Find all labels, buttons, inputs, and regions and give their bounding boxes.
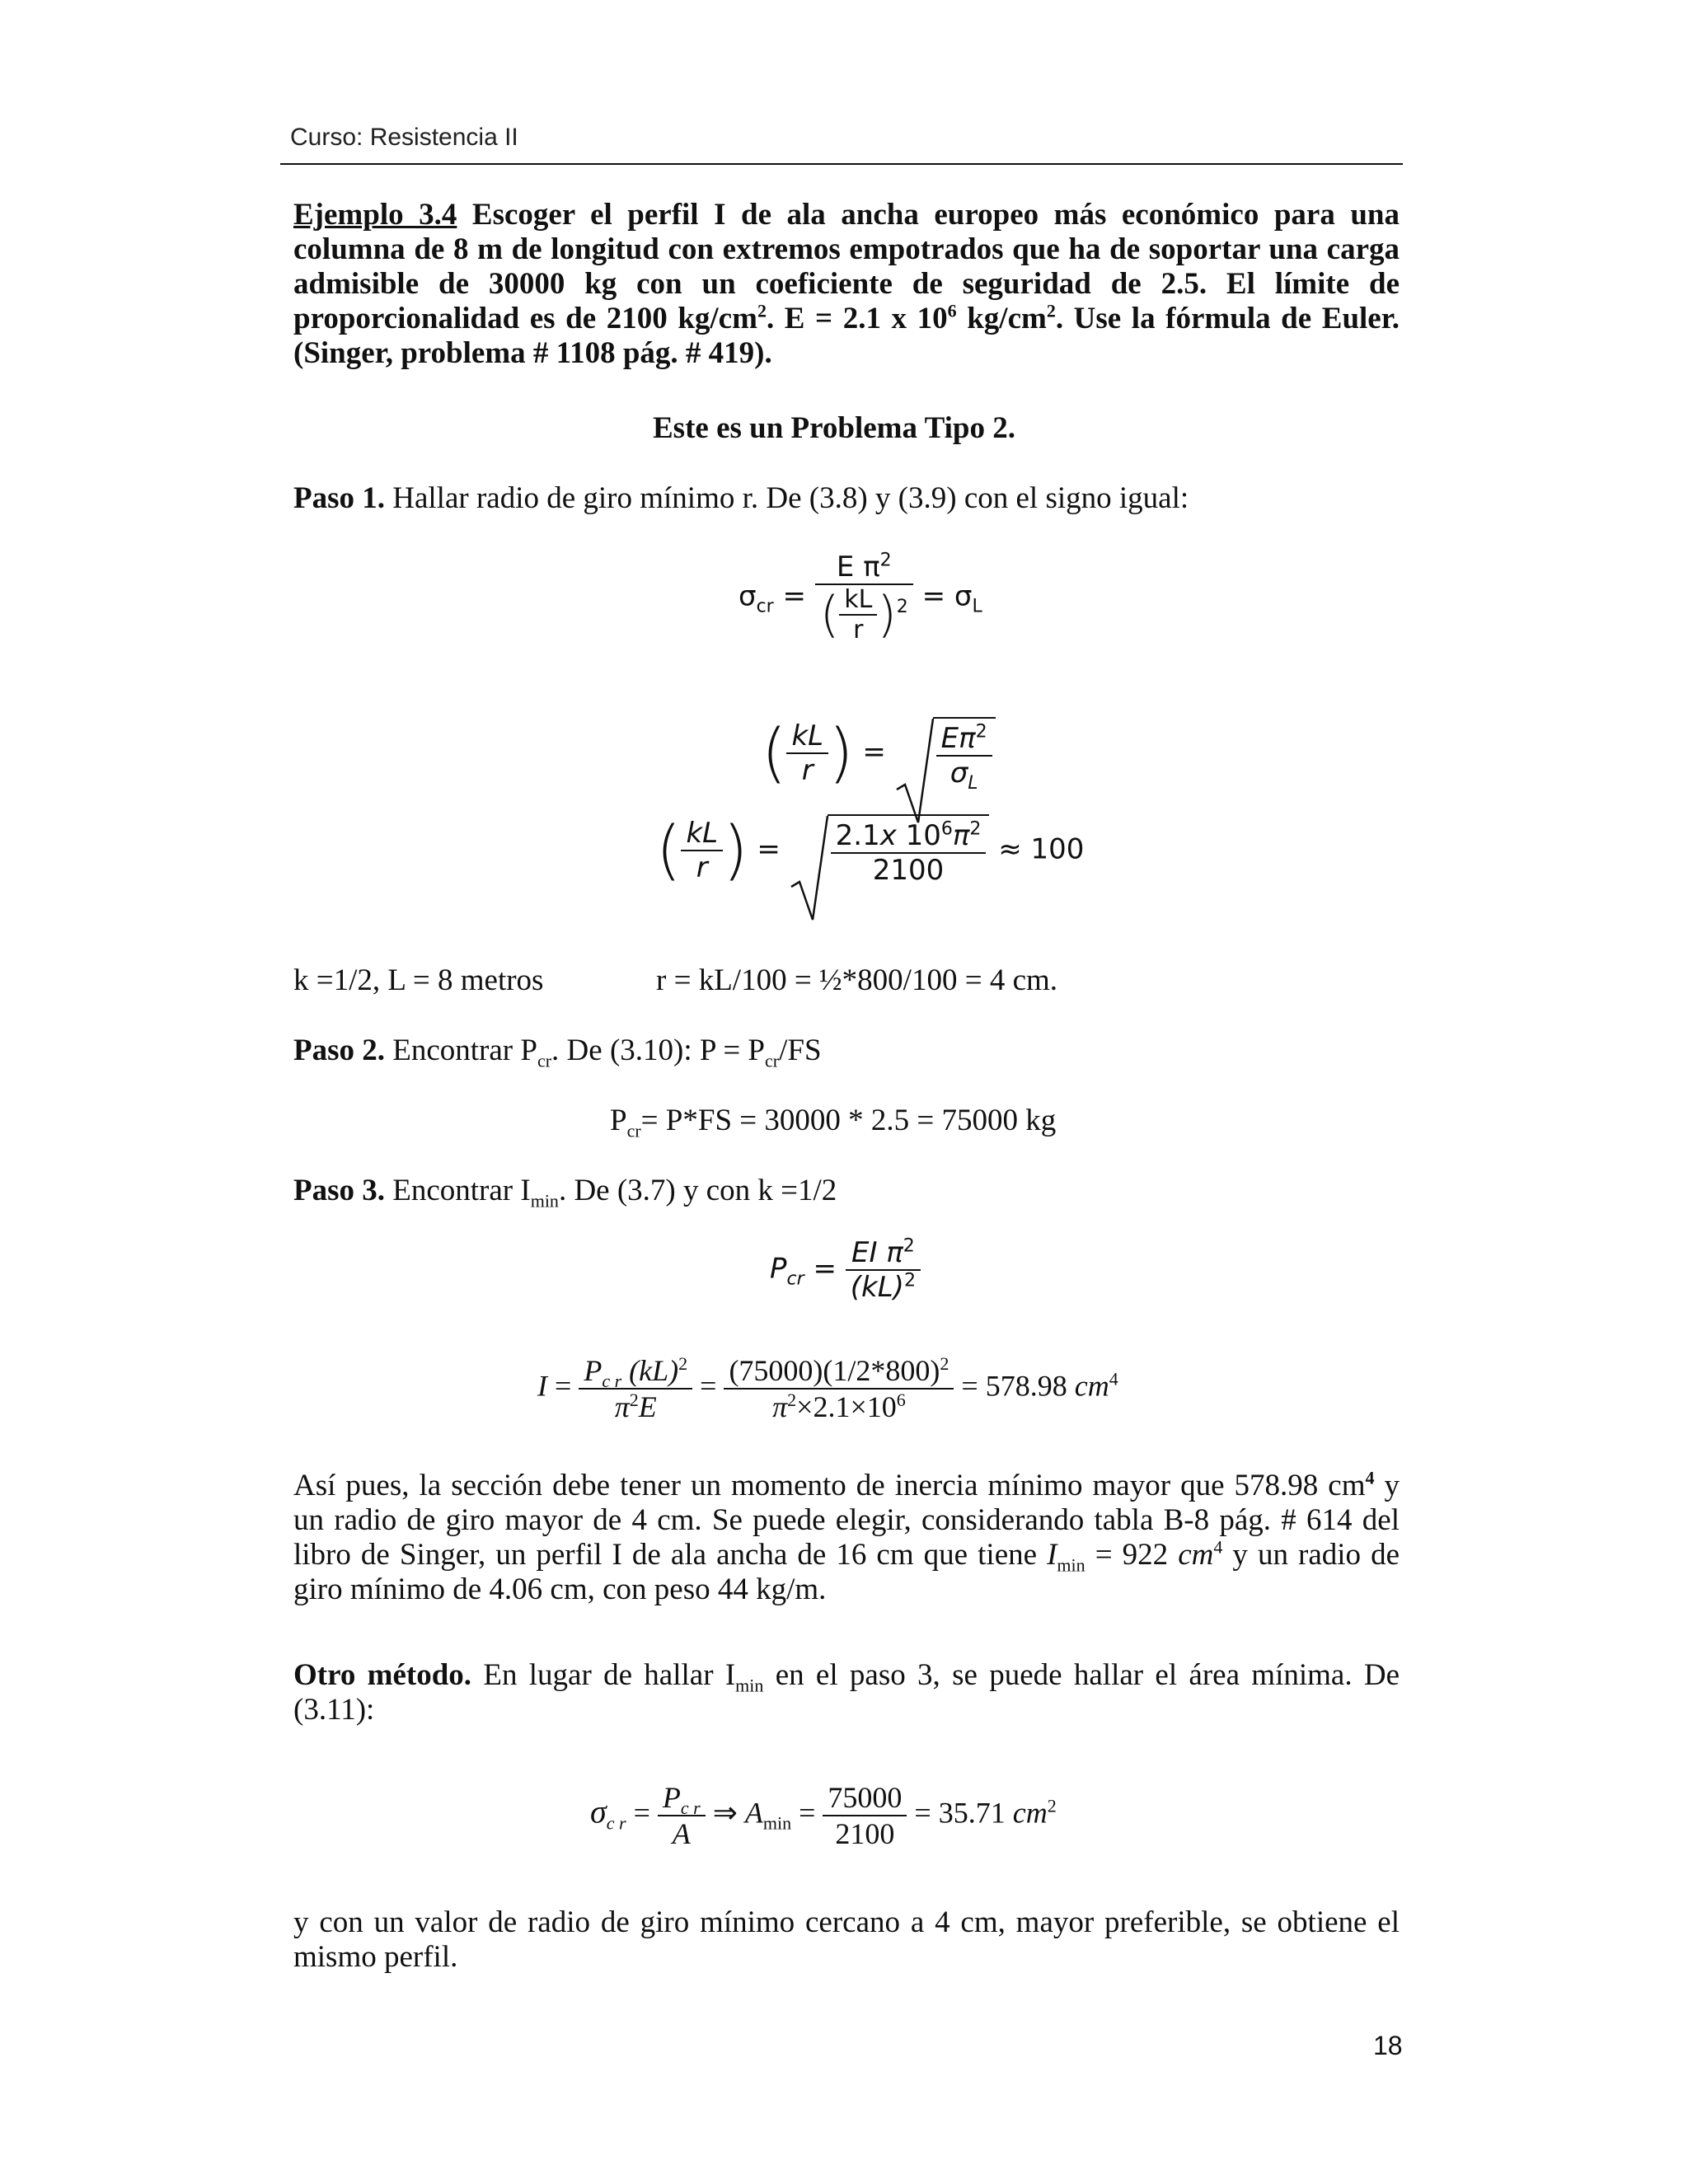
problem-type: Este es un Problema Tipo 2.	[653, 411, 1015, 445]
eq4-num-exp: 2	[903, 1235, 915, 1257]
para1-imin: I	[1047, 1538, 1057, 1572]
eq6-den2: 2100	[835, 1817, 895, 1850]
para1-imin-sub: min	[1057, 1554, 1085, 1576]
otro-sub: min	[735, 1675, 764, 1696]
para1-d: y un radio de giro mínimo de 4.06 cm, con peso 44 kg/m.	[293, 1538, 1400, 1606]
closing-paragraph: y con un valor de radio de giro mínimo cercano a 4 cm, mayor preferible, se obtiene el mismo perfil.	[293, 1905, 1400, 1974]
equation-euler-stress	[738, 551, 982, 644]
page-number: 18	[1373, 2031, 1403, 2060]
eq5-d2b: ×2.1×10	[796, 1390, 897, 1423]
eq5-n1-exp: 2	[678, 1353, 688, 1374]
eq4-equals: =	[813, 1252, 837, 1286]
paso2-text-b: . De (3.10): P = P	[551, 1033, 766, 1067]
eq5-n1sub: c r	[602, 1371, 622, 1392]
eq6-equals: =	[633, 1796, 650, 1830]
eq6-sigma: σ	[590, 1793, 607, 1830]
eq6-asub: min	[762, 1812, 792, 1834]
eq6-num: P	[662, 1781, 681, 1814]
eq1-fraction: E $\pi^2$ ( $\frac{kL}{r}$ )$^2$	[815, 551, 913, 644]
problem-statement	[293, 198, 1400, 371]
eq5-n2: (75000)(1/2*800)	[729, 1354, 940, 1387]
problem-text-c: kg/cm	[956, 302, 1047, 335]
eq6-num-sub: c r	[680, 1797, 701, 1819]
eq1-den-exp: 2	[896, 597, 908, 618]
eq5-i: I	[537, 1369, 547, 1403]
running-header: Curso: Resistencia II	[290, 124, 518, 151]
paso3-sub: min	[530, 1190, 559, 1212]
paso2-sub: cr	[537, 1050, 552, 1071]
eq6-den: A	[672, 1817, 691, 1850]
eq2-den-sub: L	[968, 772, 978, 794]
eq5-result: = 578.98	[961, 1369, 1067, 1403]
eq5-unit: cm	[1074, 1369, 1109, 1403]
equation-inertia	[537, 1353, 1118, 1424]
eq2-den: σ	[950, 757, 968, 790]
eq4-cr: cr	[786, 1268, 804, 1290]
paso2-text-c: /FS	[779, 1033, 822, 1067]
otro-text-a: En lugar de hallar I	[471, 1658, 736, 1692]
pcr-sub: cr	[626, 1120, 641, 1141]
eq1-equals: =	[782, 579, 807, 613]
eq6-unit: cm	[1012, 1796, 1048, 1830]
paso1-text: Hallar radio de giro mínimo r. De (3.8) y (3.9) con el signo igual:	[385, 481, 1189, 515]
paso1-label: Paso 1.	[293, 481, 385, 515]
eq6-fraction-2	[823, 1780, 907, 1851]
eq1-cr: cr	[756, 596, 774, 617]
eq5-d2a: π	[772, 1390, 788, 1423]
problem-text-a: Escoger el perfil I de ala ancha europeo más económico para una columna de 8 m de longitud con extremos empotrados que ha de soportar una carga admisible de 30000 kg con un coeficiente de seguridad de 2.5. El límite de proporcionalidad es de 2100 kg/cm	[293, 198, 1400, 335]
equation-euler-load	[770, 1236, 921, 1304]
eq4-den-exp: 2	[903, 1270, 916, 1291]
eq5-fraction-1	[579, 1353, 692, 1424]
para1-cm-exp: 4	[1213, 1536, 1223, 1558]
eq3-two: 2	[969, 818, 982, 840]
eq4-fraction	[846, 1236, 921, 1304]
eq6-num2: 75000	[823, 1780, 907, 1816]
otro-label: Otro método.	[293, 1658, 472, 1692]
eq5-four: 4	[1109, 1368, 1118, 1390]
eq6-two: 2	[1047, 1795, 1057, 1816]
pcr-p: P	[610, 1104, 627, 1137]
eq1-num-exp: 2	[879, 550, 892, 571]
eq1-sigma: σ	[738, 579, 757, 613]
eq3-sqrt	[790, 814, 990, 887]
paso1	[293, 481, 1400, 516]
eq3-ten: 10	[896, 819, 941, 852]
paso2-text-a: Encontrar P	[385, 1033, 537, 1067]
eq6-result: = 35.71	[914, 1796, 1006, 1830]
para1-c: = 922	[1085, 1538, 1179, 1572]
problem-text-d: . Use la fórmula de Euler. (Singer, problema # 1108 pág. # 419).	[293, 302, 1400, 370]
k-values: k =1/2, L = 8 metros	[293, 963, 544, 997]
eq1-rhs-sub: L	[972, 596, 982, 617]
para1-b: y un radio de giro mayor de 4 cm. Se puede elegir, considerando tabla B-8 pág. # 614 del libro de Singer, un perfil I de ala ancha de 16 cm que tiene	[293, 1469, 1400, 1572]
equation-min-area	[590, 1780, 1057, 1851]
eq3-kl: kL	[681, 817, 723, 851]
eq5-six: 6	[896, 1390, 906, 1410]
problem-sup: 2	[757, 300, 767, 321]
eq2-num-exp: 2	[975, 721, 987, 743]
eq5-d1: π	[614, 1390, 630, 1423]
example-label: Ejemplo 3.4	[293, 198, 457, 232]
conclusion-paragraph	[293, 1469, 1400, 1607]
eq1-den-r: r	[853, 616, 864, 644]
eq1-equals-2: =	[921, 579, 946, 613]
radius-result: r = kL/100 = ½*800/100 = 4 cm.	[656, 963, 1058, 997]
eq1-num: E π	[836, 551, 880, 583]
eq3-approx: ≈ 100	[998, 832, 1085, 866]
eq5-n1b: (kL)	[621, 1354, 679, 1387]
paso2	[293, 1033, 1400, 1071]
eq5-fraction-2	[724, 1353, 954, 1424]
eq1-sigma-2: σ	[954, 579, 973, 613]
eq4-p: P	[770, 1252, 787, 1286]
pcr-calculation	[610, 1103, 1057, 1141]
equation-slenderness: ( $\frac{kL}{r}$ ) = $\frac{E\pi^2}{\sigma_L}$	[762, 717, 996, 790]
eq2-kl: kL	[786, 719, 828, 754]
header-rule	[280, 163, 1403, 165]
eq5-d1-exp: 2	[629, 1390, 639, 1410]
eq5-d1b: E	[638, 1390, 657, 1423]
eq3-x: x	[879, 819, 897, 852]
paso3-text-a: Encontrar I	[385, 1174, 531, 1207]
paso3	[293, 1174, 1400, 1212]
problem-sup-six: 6	[947, 300, 957, 321]
problem-sup-two: 2	[1046, 300, 1056, 321]
equation-slenderness-value: ( $\frac{kL}{r}$ ) = $\frac{2.1x 10^6\pi^2}{2100}$ ≈ 100	[656, 814, 1084, 887]
paso2-sub-2: cr	[765, 1050, 780, 1071]
eq4-den: (kL)	[850, 1271, 904, 1304]
eq6-cr: c r	[606, 1812, 626, 1834]
eq6-arrow: ⇒	[712, 1796, 738, 1830]
eq6-fraction-1	[658, 1780, 706, 1851]
problem-text-b: . E = 2.1 x 10	[766, 302, 948, 335]
paso3-label: Paso 3.	[293, 1174, 385, 1207]
para1-cm: cm	[1178, 1538, 1214, 1572]
eq3-pi: π	[952, 819, 970, 852]
para1-a: Así pues, la sección debe tener un momento de inercia mínimo mayor que 578.98 cm	[293, 1469, 1366, 1502]
eq6-equals-2: =	[799, 1796, 816, 1830]
eq2-num: Eπ	[940, 722, 976, 755]
eq5-equals: =	[555, 1369, 572, 1403]
eq3-six: 6	[940, 818, 953, 840]
eq1-den-kl: kL	[839, 585, 877, 616]
eq5-equals-2: =	[700, 1369, 717, 1403]
otro-text-b: en el paso 3, se puede hallar el área mínima. De (3.11):	[293, 1658, 1400, 1727]
eq4-num: EI π	[851, 1236, 903, 1269]
para1-sup4: 4	[1365, 1467, 1375, 1488]
pcr-text: = P*FS = 30000 * 2.5 = 75000 kg	[640, 1104, 1057, 1137]
eq5-d2-exp: 2	[787, 1390, 797, 1410]
eq5-n2-exp: 2	[940, 1353, 950, 1374]
paso3-text-b: . De (3.7) y con k =1/2	[558, 1174, 837, 1207]
eq6-a: A	[744, 1796, 763, 1830]
otro-metodo	[293, 1658, 1400, 1727]
paso2-label: Paso 2.	[293, 1033, 385, 1067]
eq3-r: r	[696, 851, 708, 884]
eq3-num: 2.1	[835, 819, 880, 852]
eq2-r: r	[801, 754, 814, 787]
eq2-sqrt	[895, 717, 996, 794]
eq5-n1a: P	[584, 1354, 603, 1387]
eq3-den: 2100	[872, 854, 945, 887]
